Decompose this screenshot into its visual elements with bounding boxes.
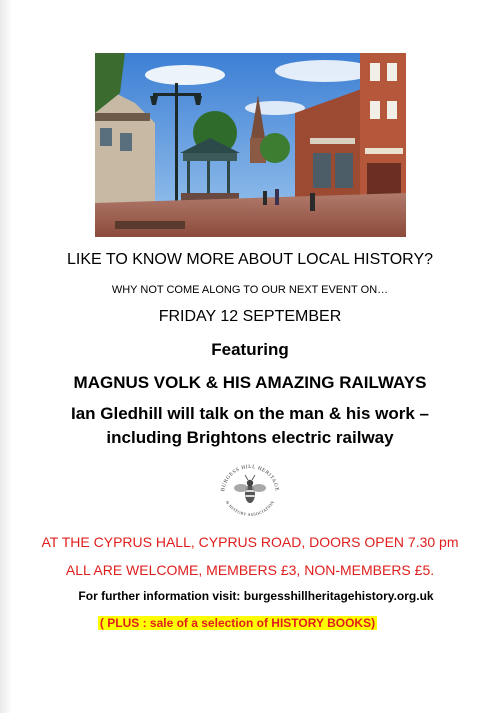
headline: LIKE TO KNOW MORE ABOUT LOCAL HISTORY?: [66, 251, 434, 268]
books-sale-note: ( PLUS : sale of a selection of HISTORY BOOKS): [99, 616, 376, 630]
association-logo: [210, 458, 290, 522]
subheading: WHY NOT COME ALONG TO OUR NEXT EVENT ON…: [111, 284, 389, 296]
svg-text:BURGESS HILL HERITAGE: BURGESS HILL HERITAGE: [220, 463, 280, 492]
bee-emblem-icon: [234, 475, 266, 503]
talk-title: MAGNUS VOLK & HIS AMAZING RAILWAYS: [73, 373, 427, 392]
event-date: FRIDAY 12 SEPTEMBER: [158, 308, 342, 325]
price-info: ALL ARE WELCOME, MEMBERS £3, NON-MEMBERS £5.: [65, 562, 435, 578]
town-street-photo: [95, 53, 406, 237]
speaker-line-2: including Brightons electric railway: [106, 428, 394, 447]
speaker-line-1: Ian Gledhill will talk on the man & his work –: [70, 404, 429, 423]
featuring-label: Featuring: [211, 340, 289, 359]
website-info: For further information visit: burgesshillheritagehistory.org.uk: [78, 589, 434, 603]
svg-text:& HISTORY ASSOCIATION: & HISTORY ASSOCIATION: [224, 499, 276, 518]
books-note-line: [0, 614, 500, 632]
venue-info: AT THE CYPRUS HALL, CYPRUS ROAD, DOORS OPEN 7.30 pm: [41, 534, 459, 550]
